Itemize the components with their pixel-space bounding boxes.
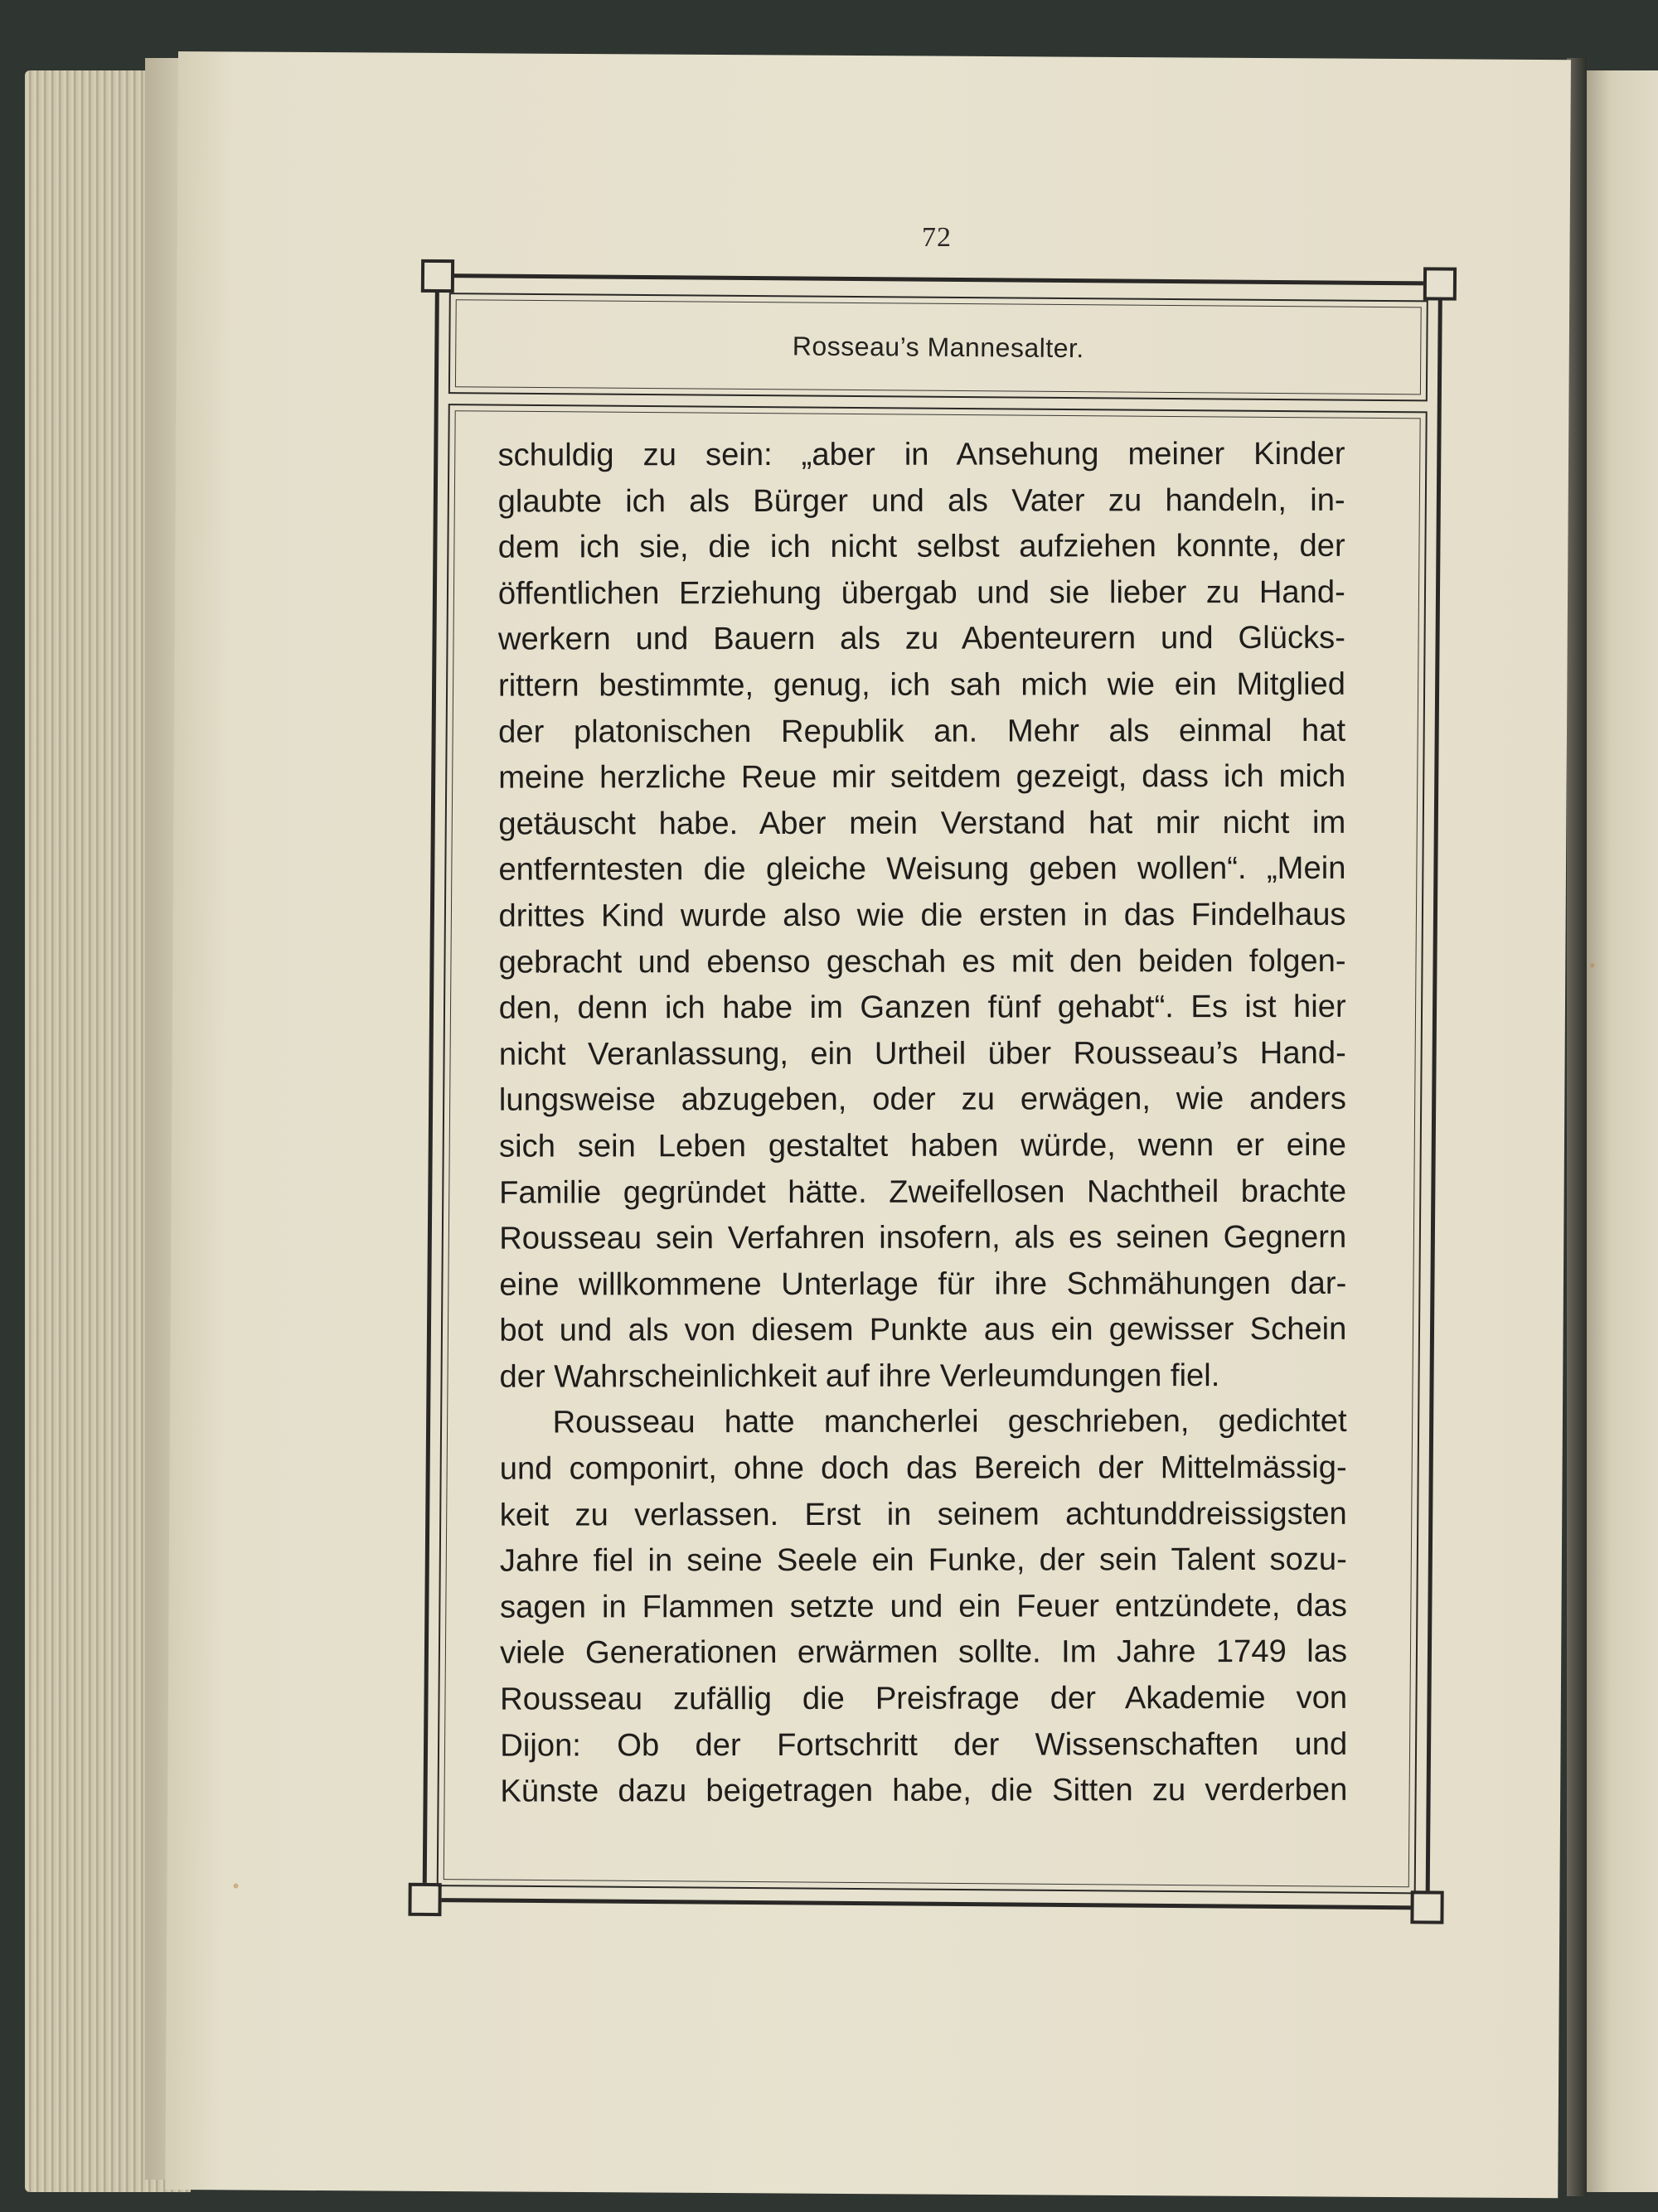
text-line: sich sein Leben gestaltet haben würde, wenn er eine [498, 1126, 1347, 1164]
text-line: öffentlichen Erziehung übergab und sie lieber zu Hand- [497, 574, 1345, 612]
text-line: Rousseau sein Verfahren insofern, als es seinen Gegnern [499, 1218, 1347, 1256]
text-line: keit zu verlassen. Erst in seinem achtunddreissigsten [499, 1495, 1347, 1533]
binding-shadow [1567, 58, 1587, 2196]
corner-ornament [1423, 267, 1457, 300]
text-line: getäuscht habe. Aber mein Verstand hat mir nicht im [498, 804, 1346, 842]
text-line: der Wahrscheinlichkeit auf ihre Verleumdungen fiel. [499, 1357, 1220, 1395]
text-line: und componirt, ohne doch das Bereich der Mittelmässig- [499, 1449, 1347, 1487]
text-line: viele Generationen erwärmen sollte. Im Jahre 1749 las [500, 1634, 1348, 1672]
corner-ornament [421, 259, 454, 293]
text-line: gebracht und ebenso geschah es mit den beiden folgen- [498, 942, 1346, 980]
text-line: Dijon: Ob der Fortschritt der Wissenschaften und [500, 1726, 1348, 1764]
corner-ornament [1410, 1890, 1443, 1924]
text-line: entferntesten die gleiche Weisung geben wollen“. „Mein [498, 850, 1346, 888]
text-line: Jahre fiel in seine Seele ein Funke, der sein Talent sozu- [499, 1542, 1347, 1579]
text-line: meine herzliche Reue mir seitdem gezeigt, dass ich mich [498, 758, 1346, 796]
ornamental-frame [423, 273, 1442, 1909]
paper-stain [1590, 963, 1594, 967]
text-line: Familie gegründet hätte. Zweifellosen Nachtheil brachte [499, 1173, 1347, 1211]
text-line: den, denn ich habe im Ganzen fünf gehabt“. Es ist hier [498, 988, 1346, 1026]
text-line: der platonischen Republik an. Mehr als einmal hat [498, 712, 1346, 750]
corner-ornament [408, 1883, 441, 1916]
body-text-box [437, 404, 1428, 1894]
text-line: nicht Veranlassung, ein Urtheil über Rousseau’s Hand- [498, 1034, 1346, 1072]
facing-page-edge [1579, 70, 1658, 2192]
text-line: eine willkommene Unterlage für ihre Schmähungen dar- [499, 1265, 1347, 1303]
text-line: bot und als von diesem Punkte aus ein gewisser Schein [499, 1311, 1347, 1348]
paper-stain [233, 1883, 238, 1888]
text-line: Rousseau hatte mancherlei geschrieben, gedichtet [552, 1403, 1347, 1440]
text-line: sagen in Flammen setzte und ein Feuer entzündete, das [499, 1587, 1348, 1625]
body-text [497, 431, 1347, 1815]
text-line: Rousseau zufällig die Preisfrage der Akademie von [500, 1679, 1348, 1717]
text-line: drittes Kind wurde also wie die ersten in das Findelhaus [498, 896, 1346, 934]
text-line: dem ich sie, die ich nicht selbst aufziehen konnte, der [497, 528, 1345, 565]
page-number: 72 [922, 222, 952, 253]
text-line: Künste dazu beigetragen habe, die Sitten zu verderben [500, 1772, 1348, 1809]
text-line: rittern bestimmte, genug, ich sah mich wie ein Mitglied [497, 666, 1346, 704]
text-line: glaubte ich als Bürger und als Vater zu handeln, in- [497, 482, 1345, 520]
text-line: schuldig zu sein: „aber in Ansehung meiner Kinder [497, 435, 1345, 473]
text-line: werkern und Bauern als zu Abenteurern und Glücks- [497, 620, 1345, 657]
running-head-box [448, 293, 1428, 401]
text-line: lungsweise abzugeben, oder zu erwägen, wie anders [498, 1081, 1346, 1118]
running-head: Rosseau’s Mannesalter. [792, 330, 1084, 363]
